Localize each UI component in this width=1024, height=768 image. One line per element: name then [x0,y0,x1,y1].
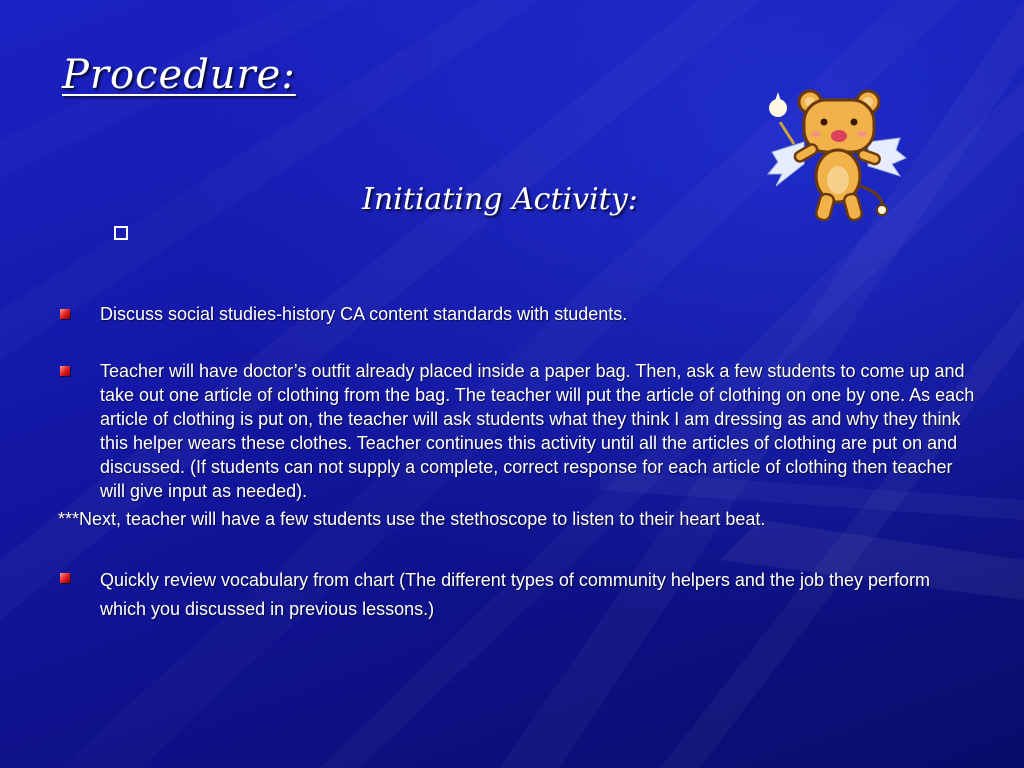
note-text: ***Next, teacher will have a few students use the stethoscope to listen to their heart beat. [58,509,766,529]
red-square-bullet-icon [60,573,70,583]
list-item [58,566,978,624]
list-item [58,359,978,503]
bullet-text: Quickly review vocabulary from chart (The different types of community helpers and the job they perform which you discussed in previous lessons.) [100,570,931,619]
slide-subtitle: Initiating Activity: [362,182,638,217]
red-square-bullet-icon [60,366,70,376]
bullet-list [58,302,978,624]
bullet-text: Teacher will have doctor’s outfit already placed inside a paper bag. Then, ask a few students to come up and take out one article of clothing from the bag. The teacher will put the article of clothing on one by one. As each article of clothing is put on, the teacher will ask students what they think I am dressing as and why they think this helper wears these clothes. Teacher continues this activity until all the articles of clothing are put on and discussed. (If students can not supply a complete, correct response for each article of clothing then teacher will give input as needed). [100,361,975,501]
slide-title: Procedure: [62,52,296,98]
empty-square-icon [114,226,128,240]
red-square-bullet-icon [60,309,70,319]
bullet-text: Discuss social studies-history CA content standards with students. [100,304,628,324]
list-item [58,302,978,326]
winged-bear-mascot-icon [764,82,910,228]
